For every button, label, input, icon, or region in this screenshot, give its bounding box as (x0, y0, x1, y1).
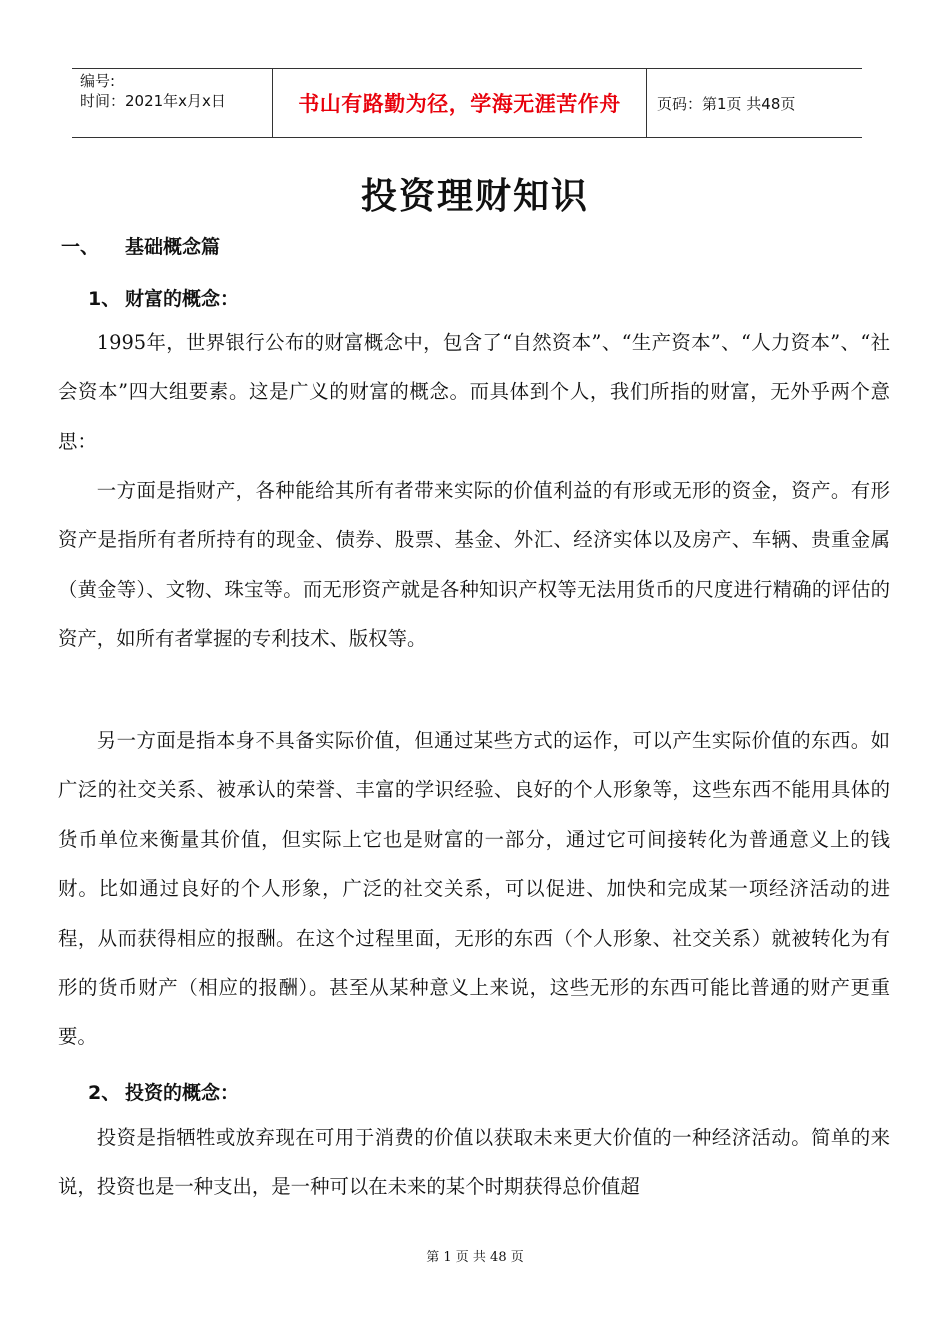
paragraph: 1995年，世界银行公布的财富概念中，包含了“自然资本”、“生产资本”、“人力资本”、“社会资本”四大组要素。这是广义的财富的概念。而具体到个人，我们所指的财富，无外乎两个意思： (58, 331, 890, 453)
paragraph: 一方面是指财产，各种能给其所有者带来实际的价值利益的有形或无形的资金，资产。有形资产是指所有者所持有的现金、债券、股票、基金、外汇、经济实体以及房产、车辆、贵重金属（黄金等）、文物、珠宝等。而无形资产就是各种知识产权等无法用货币的尺度进行精确的评估的资产，如所有者掌握的专利技术、版权等。 (58, 479, 890, 651)
subsection-heading (88, 284, 239, 311)
subsection-heading (88, 1078, 239, 1105)
page-header (72, 68, 862, 138)
header-page-info: 页码：第1页 共48页 (657, 94, 796, 113)
subsection-number: 1、 (88, 288, 121, 310)
paragraph: 另一方面是指本身不具备实际价值，但通过某些方式的运作，可以产生实际价值的东西。如广泛的社交关系、被承认的荣誉、丰富的学识经验、良好的个人形象等，这些东西不能用具体的货币单位来衡量其价值，但实际上它也是财富的一部分，通过它可间接转化为普通意义上的钱财。比如通过良好的个人形象，广泛的社交关系，可以促进、加快和完成某一项经济活动的进程，从而获得相应的报酬。在这个过程里面，无形的东西（个人形象、社交关系）就被转化为有形的货币财产（相应的报酬）。甚至从某种意义上来说，这些无形的东西可能比普通的财产更重要。 (58, 729, 890, 1049)
paragraph: 投资是指牺牲或放弃现在可用于消费的价值以获取未来更大价值的一种经济活动。简单的来说，投资也是一种支出，是一种可以在未来的某个时期获得总价值超 (58, 1126, 890, 1199)
subsection-number: 2、 (88, 1082, 121, 1104)
section-heading (61, 232, 220, 259)
document-title: 投资理财知识 (360, 175, 589, 217)
subsection-title: 投资的概念： (125, 1082, 240, 1104)
header-motto-cell (273, 69, 647, 137)
section-number: 一、 (61, 236, 100, 258)
document-time-label: 时间：2021年x月x日 (80, 92, 226, 110)
subsection-title: 财富的概念： (125, 288, 240, 310)
header-meta (72, 69, 273, 137)
section-title: 基础概念篇 (125, 236, 221, 258)
document-number-label: 编号: (80, 72, 116, 90)
page-footer: 第 1 页 共 48 页 (426, 1250, 524, 1265)
header-motto: 书山有路勤为径，学海无涯苦作舟 (298, 92, 621, 116)
